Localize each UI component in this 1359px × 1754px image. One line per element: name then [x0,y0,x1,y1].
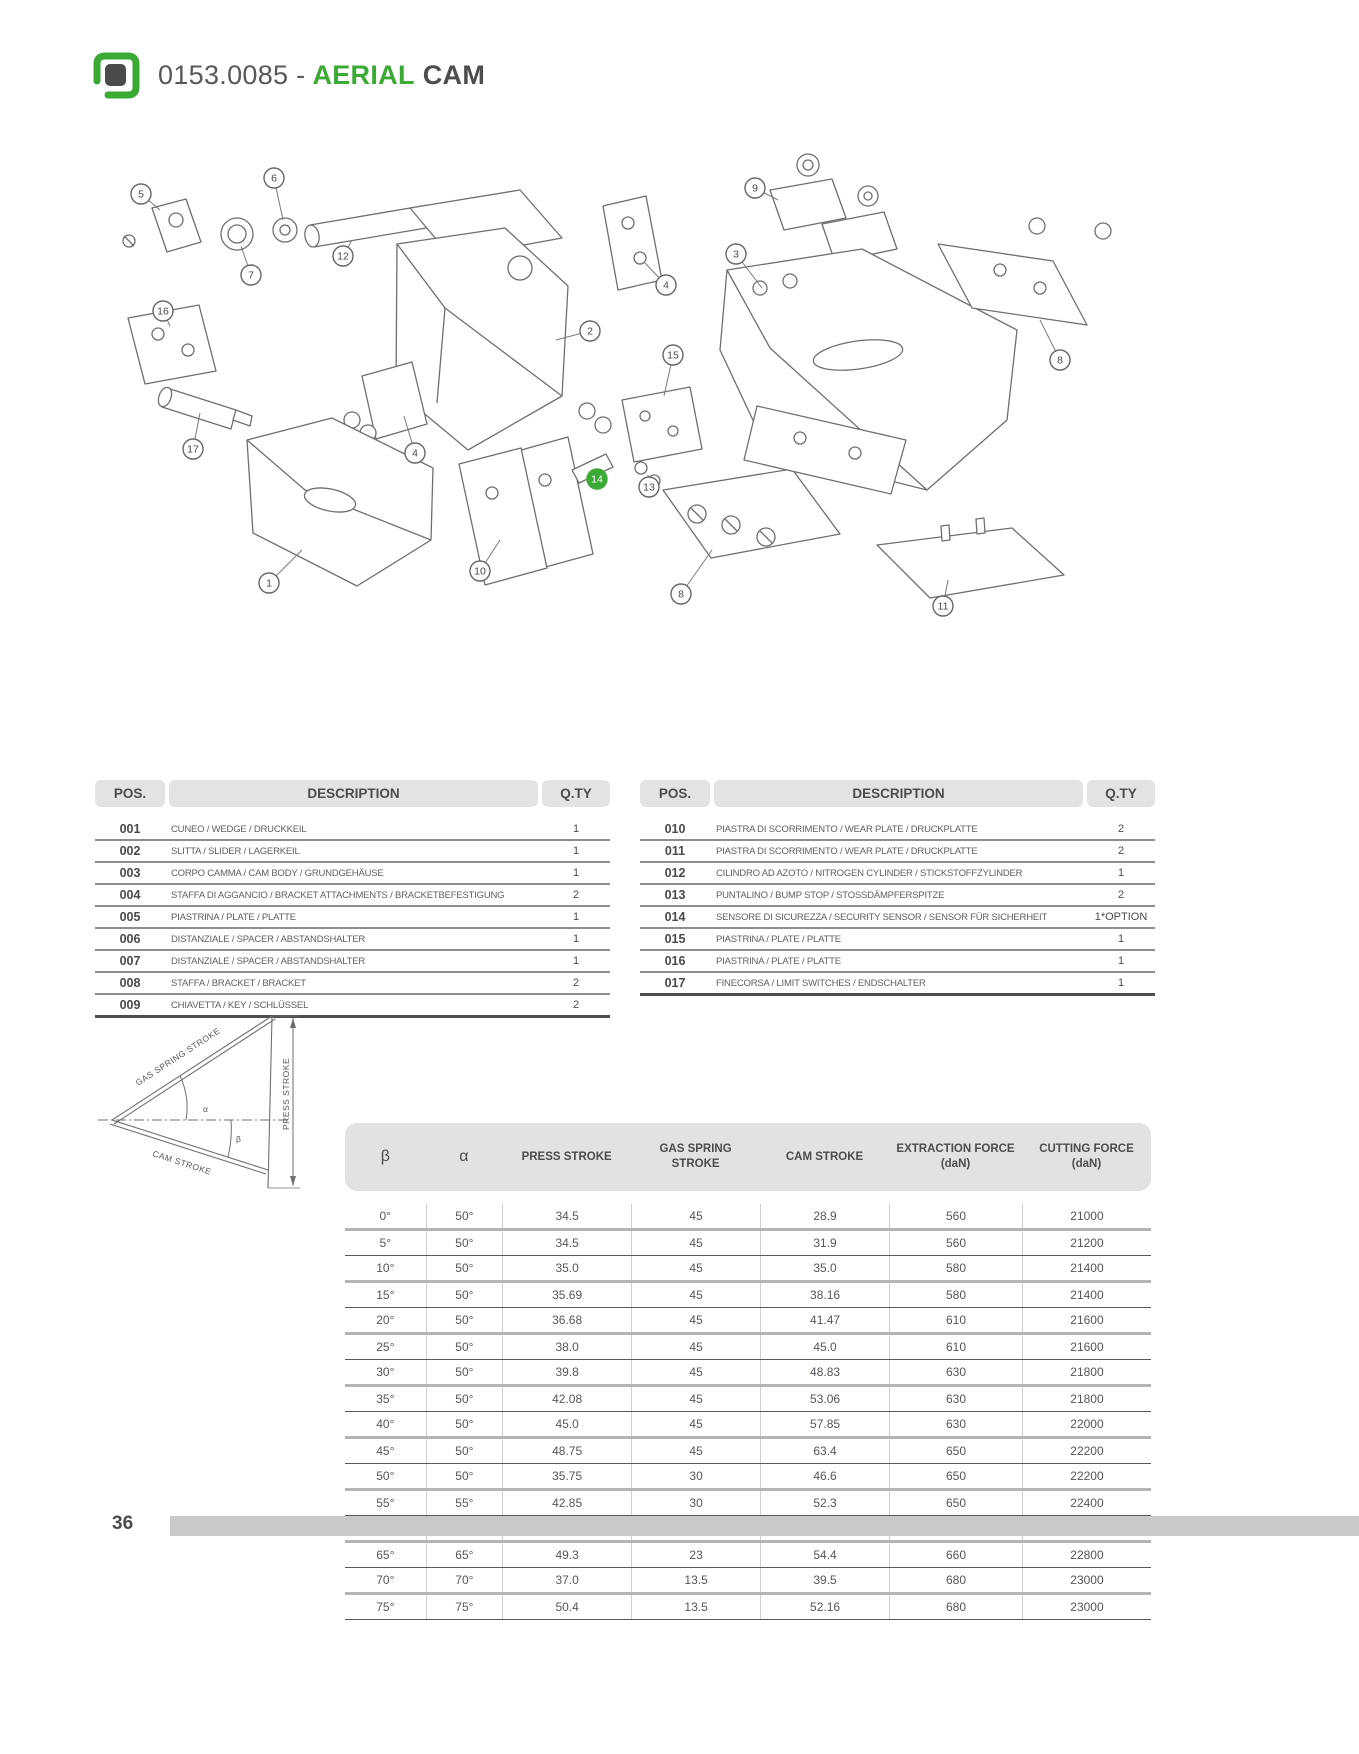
cutting-force-value: 21800 [1022,1387,1151,1411]
gas-spring-stroke-value: 30 [631,1491,760,1515]
extraction-force-value: 680 [889,1568,1022,1592]
gas-spring-stroke-value: 45 [631,1308,760,1332]
svg-text:15: 15 [667,349,679,362]
column-header-qty: Q.TY [542,780,610,807]
part-pos: 004 [119,888,141,902]
cam-stroke-value: 63.4 [760,1439,889,1463]
parts-table-left-header [95,780,610,807]
part-pos: 012 [664,866,686,880]
press-stroke-label: PRESS STROKE [281,1057,291,1130]
part-qty: 2 [572,999,580,1011]
press-stroke-value: 42.85 [502,1491,631,1515]
beta-label: β [236,1134,242,1144]
parts-table-left-body [95,819,610,1018]
part-qty: 1 [572,845,580,857]
extraction-force-value: 580 [889,1283,1022,1307]
part-pos: 014 [664,910,686,924]
cam-stroke-value: 35.0 [760,1256,889,1280]
parts-table-row [95,929,610,951]
extraction-force-value: 650 [889,1464,1022,1488]
callout-17 [183,413,203,459]
part-qty: 1 [1117,867,1125,879]
column-header-alpha: α [459,1147,469,1165]
cam-stroke-value: 57.85 [760,1412,889,1436]
part-qty: 2 [572,889,580,901]
beta-value: 50° [376,1469,395,1483]
part-qty: 2 [572,977,580,989]
part-description: STAFFA DI AGGANCIO / BRACKET ATTACHMENTS / BRACKETBEFESTIGUNG [171,889,505,901]
cam-stroke-value: 28.9 [760,1204,889,1228]
part-qty: 1*OPTION [1094,911,1148,923]
parts-table-row [95,951,610,973]
svg-text:8: 8 [1057,354,1063,367]
extraction-force-value: 660 [889,1543,1022,1567]
gas-spring-stroke-value: 45 [631,1335,760,1359]
gas-spring-edge [112,1016,275,1124]
part-description: SLITTA / SLIDER / LAGERKEIL [171,845,300,857]
parts-table-right-header [640,780,1155,807]
press-stroke-value: 42.08 [502,1387,631,1411]
svg-text:9: 9 [752,182,758,195]
part-description: DISTANZIALE / SPACER / ABSTANDSHALTER [171,955,366,967]
part-description: CUNEO / WEDGE / DRUCKKEIL [171,823,307,835]
gas-spring-stroke-value: 45 [631,1256,760,1280]
stroke-table-header [345,1123,1151,1191]
cam-stroke-value: 39.5 [760,1568,889,1592]
gas-spring-stroke-value: 45 [631,1412,760,1436]
svg-text:3: 3 [733,248,739,261]
cutting-force-value: 21000 [1022,1204,1151,1228]
part-description: PIASTRA DI SCORRIMENTO / WEAR PLATE / DRUCKPLATTE [716,823,978,835]
part-plate-15-cluster [579,387,702,462]
svg-text:2: 2 [587,325,593,338]
alpha-value: 55° [426,1491,503,1515]
svg-text:8: 8 [678,588,684,601]
svg-text:4: 4 [412,447,418,460]
press-stroke-value: 38.0 [502,1335,631,1359]
cam-stroke-value: 54.4 [760,1543,889,1567]
cutting-force-value: 22200 [1022,1439,1151,1463]
part-qty: 1 [572,955,580,967]
beta-value: 15° [376,1288,395,1302]
product-code: 0153.0085 - [158,59,306,90]
beta-value: 75° [376,1600,395,1614]
parts-table-row [95,819,610,841]
parts-table-row [640,929,1155,951]
cam-stroke-value: 48.83 [760,1360,889,1384]
part-description: PUNTALINO / BUMP STOP / STOSSDÄMPFERSPITZE [716,889,945,901]
stroke-table-body [345,1204,1151,1620]
part-pos: 002 [119,844,141,858]
svg-text:5: 5 [138,188,144,201]
cam-stroke-value: 45.0 [760,1335,889,1359]
stroke-data-table [345,1123,1151,1620]
page-title [158,60,485,91]
alpha-value: 50° [426,1439,503,1463]
parts-table-row [640,951,1155,973]
cutting-force-value: 21800 [1022,1360,1151,1384]
press-stroke-value: 37.0 [502,1568,631,1592]
press-stroke-value: 35.0 [502,1256,631,1280]
product-name-highlight: AERIAL [312,59,415,90]
beta-value: 25° [376,1340,395,1354]
part-pos: 015 [664,932,686,946]
callout-8 [671,550,712,604]
stroke-table-row [345,1335,1151,1360]
gas-spring-stroke-value: 45 [631,1360,760,1384]
press-stroke-value: 36.68 [502,1308,631,1332]
part-qty: 1 [572,823,580,835]
cam-stroke-value: 46.6 [760,1464,889,1488]
press-stroke-value: 48.75 [502,1439,631,1463]
cutting-force-value: 21400 [1022,1256,1151,1280]
column-header-pos: POS. [640,780,710,807]
cam-stroke-value: 41.47 [760,1308,889,1332]
stroke-table-row [345,1308,1151,1335]
svg-text:16: 16 [157,305,169,318]
part-pos: 008 [119,976,141,990]
svg-text:12: 12 [337,250,349,263]
beta-value: 55° [376,1496,395,1510]
part-qty: 2 [1117,845,1125,857]
stroke-table-row [345,1595,1151,1620]
part-description: PIASTRINA / PLATE / PLATTE [716,955,841,967]
part-bracket-5 [123,199,201,252]
stroke-table-row [345,1543,1151,1568]
parts-table-row [95,863,610,885]
parts-table-row [95,841,610,863]
parts-table-right [640,780,1155,996]
extraction-force-value: 650 [889,1491,1022,1515]
parts-table-row [95,885,610,907]
gas-spring-stroke-value: 45 [631,1387,760,1411]
part-plate-11 [877,518,1064,598]
parts-table-right-body [640,819,1155,996]
extraction-force-value: 650 [889,1439,1022,1463]
part-pos: 009 [119,998,141,1012]
stroke-table-row [345,1568,1151,1595]
part-bracket-8b [663,469,840,558]
cutting-force-value: 21400 [1022,1283,1151,1307]
extraction-force-value: 580 [889,1256,1022,1280]
alpha-value: 50° [426,1256,503,1280]
parts-table-row [640,973,1155,996]
alpha-value: 50° [426,1387,503,1411]
column-header-cam-stroke: CAM STROKE [785,1150,864,1163]
column-header-beta: β [380,1147,390,1165]
cutting-force-value: 21200 [1022,1231,1151,1255]
callout-7 [241,246,261,285]
stroke-table-row [345,1412,1151,1439]
part-description: DISTANZIALE / SPACER / ABSTANDSHALTER [171,933,366,945]
svg-text:11: 11 [937,600,949,613]
callout-5 [131,184,160,210]
cutting-force-value: 22000 [1022,1412,1151,1436]
footer-bar [170,1516,1359,1536]
cutting-force-value: 22400 [1022,1491,1151,1515]
cam-stroke-label: CAM STROKE [151,1148,213,1177]
part-pos: 006 [119,932,141,946]
press-stroke-value: 50.4 [502,1595,631,1619]
gas-spring-stroke-value: 13.5 [631,1595,760,1619]
parts-table-row [640,885,1155,907]
beta-value: 5° [379,1236,392,1250]
part-washers-6-7 [221,218,297,250]
svg-text:10: 10 [474,565,486,578]
part-bracket-4b [344,362,427,441]
part-pos: 011 [664,844,686,858]
exploded-diagram [0,148,1359,668]
parts-table-row [640,863,1155,885]
stroke-table-row [345,1387,1151,1412]
svg-text:13: 13 [643,481,655,494]
parts-table-row [640,907,1155,929]
beta-value: 0° [379,1209,392,1223]
column-header-qty: Q.TY [1087,780,1155,807]
part-description: CHIAVETTA / KEY / SCHLÜSSEL [171,999,309,1011]
page-header [92,50,485,100]
beta-value: 30° [376,1365,395,1379]
extraction-force-value: 630 [889,1360,1022,1384]
column-header-press-stroke: PRESS STROKE [521,1150,612,1163]
parts-table-left [95,780,610,1018]
parts-table-row [640,819,1155,841]
stroke-table-row [345,1231,1151,1256]
part-description: FINECORSA / LIMIT SWITCHES / ENDSCHALTER [716,977,926,989]
part-qty: 1 [572,867,580,879]
angle-diagram [90,1000,360,1220]
alpha-value: 50° [426,1308,503,1332]
part-qty: 1 [572,933,580,945]
part-description: CILINDRO AD AZOTO / NITROGEN CYLINDER / STICKSTOFFZYLINDER [716,867,1023,879]
stroke-table-row [345,1204,1151,1231]
stroke-table-row [345,1491,1151,1516]
gas-spring-stroke-value: 45 [631,1231,760,1255]
alpha-value: 50° [426,1204,503,1228]
extraction-force-value: 560 [889,1204,1022,1228]
parts-table-row [95,973,610,995]
alpha-value: 70° [426,1568,503,1592]
part-pos: 016 [664,954,686,968]
part-pos: 013 [664,888,686,902]
part-qty: 2 [1117,823,1125,835]
column-header-extraction-force: EXTRACTION FORCE (daN) [896,1143,1015,1170]
part-description: SENSORE DI SICUREZZA / SECURITY SENSOR / SENSOR FÜR SICHERHEIT [716,911,1048,923]
page-number: 36 [112,1513,134,1534]
part-qty: 1 [572,911,580,923]
beta-value: 10° [376,1261,395,1275]
alpha-value: 50° [426,1231,503,1255]
cam-stroke-value: 31.9 [760,1231,889,1255]
cam-stroke-value: 53.06 [760,1387,889,1411]
callout-1 [259,550,302,593]
alpha-value: 50° [426,1360,503,1384]
svg-text:17: 17 [187,443,199,456]
stroke-table-row [345,1464,1151,1491]
column-header-description: DESCRIPTION [169,780,538,807]
gas-spring-stroke-value: 30 [631,1464,760,1488]
part-pos: 005 [119,910,141,924]
alpha-value: 50° [426,1464,503,1488]
part-description: STAFFA / BRACKET / BRACKET [171,977,306,989]
press-stroke-value: 35.69 [502,1283,631,1307]
callout-14 [587,469,607,489]
press-stroke-value: 34.5 [502,1231,631,1255]
beta-value: 35° [376,1392,395,1406]
svg-text:14: 14 [591,473,603,486]
stroke-table-row [345,1283,1151,1308]
alpha-value: 65° [426,1543,503,1567]
alpha-value: 50° [426,1335,503,1359]
extraction-force-value: 630 [889,1412,1022,1436]
press-stroke-value: 34.5 [502,1204,631,1228]
cutting-force-value: 23000 [1022,1568,1151,1592]
extraction-force-value: 630 [889,1387,1022,1411]
part-plate-16 [128,305,216,384]
press-stroke-value: 45.0 [502,1412,631,1436]
alpha-value: 75° [426,1595,503,1619]
part-qty: 2 [1117,889,1125,901]
column-header-description: DESCRIPTION [714,780,1083,807]
beta-value: 70° [376,1573,395,1587]
gas-spring-stroke-value: 23 [631,1543,760,1567]
part-wedge-1 [247,418,433,586]
part-bracket-4a [603,196,662,290]
gas-spring-stroke-value: 13.5 [631,1568,760,1592]
svg-text:1: 1 [266,577,272,590]
cutting-force-value: 21600 [1022,1308,1151,1332]
extraction-force-value: 610 [889,1335,1022,1359]
part-qty: 1 [1117,933,1125,945]
press-stroke-value: 35.75 [502,1464,631,1488]
press-stroke-value: 39.8 [502,1360,631,1384]
alpha-value: 50° [426,1412,503,1436]
part-pos: 010 [664,822,686,836]
brand-logo-icon [92,50,142,100]
part-pos: 007 [119,954,141,968]
svg-text:6: 6 [271,172,277,185]
callout-6 [264,168,284,220]
column-header-gas-spring-stroke: GAS SPRING STROKE [659,1143,732,1170]
beta-value: 40° [376,1417,395,1431]
part-qty: 1 [1117,955,1125,967]
column-header-pos: POS. [95,780,165,807]
alpha-label: α [203,1104,209,1114]
beta-value: 20° [376,1313,395,1327]
column-header-cutting-force: CUTTING FORCE (daN) [1039,1143,1134,1170]
part-pos: 017 [664,976,686,990]
right-edge [268,1016,272,1188]
cutting-force-value: 21600 [1022,1335,1151,1359]
beta-value: 65° [376,1548,395,1562]
cam-stroke-value: 52.3 [760,1491,889,1515]
cutting-force-value: 23000 [1022,1595,1151,1619]
part-qty: 1 [1117,977,1125,989]
part-limit-switch-17 [156,386,252,429]
stroke-table-row [345,1360,1151,1387]
beta-value: 45° [376,1444,395,1458]
product-name-suffix: CAM [422,59,486,90]
gas-spring-stroke-value: 45 [631,1204,760,1228]
beta-arc [228,1120,231,1157]
alpha-arc [180,1076,187,1120]
cam-stroke-value: 38.16 [760,1283,889,1307]
part-description: CORPO CAMMA / CAM BODY / GRUNDGEHÄUSE [171,867,384,879]
parts-table-row [640,841,1155,863]
part-description: PIASTRA DI SCORRIMENTO / WEAR PLATE / DRUCKPLATTE [716,845,978,857]
gas-spring-stroke-value: 45 [631,1439,760,1463]
part-description: PIASTRINA / PLATE / PLATTE [171,911,296,923]
alpha-value: 50° [426,1283,503,1307]
cam-stroke-value: 52.16 [760,1595,889,1619]
parts-table-row [95,907,610,929]
svg-text:4: 4 [663,279,669,292]
svg-text:7: 7 [248,269,254,282]
callout-8 [1040,320,1070,370]
gas-spring-stroke-label: GAS SPRING STROKE [133,1025,222,1088]
part-description: PIASTRINA / PLATE / PLATTE [716,933,841,945]
part-key-9 [770,154,897,262]
extraction-force-value: 610 [889,1308,1022,1332]
cutting-force-value: 22200 [1022,1464,1151,1488]
cutting-force-value: 22800 [1022,1543,1151,1567]
stroke-table-row [345,1439,1151,1464]
extraction-force-value: 560 [889,1231,1022,1255]
press-stroke-value: 49.3 [502,1543,631,1567]
stroke-table-row [345,1256,1151,1283]
gas-spring-stroke-value: 45 [631,1283,760,1307]
extraction-force-value: 680 [889,1595,1022,1619]
part-pos: 003 [119,866,141,880]
part-pos: 001 [119,822,141,836]
